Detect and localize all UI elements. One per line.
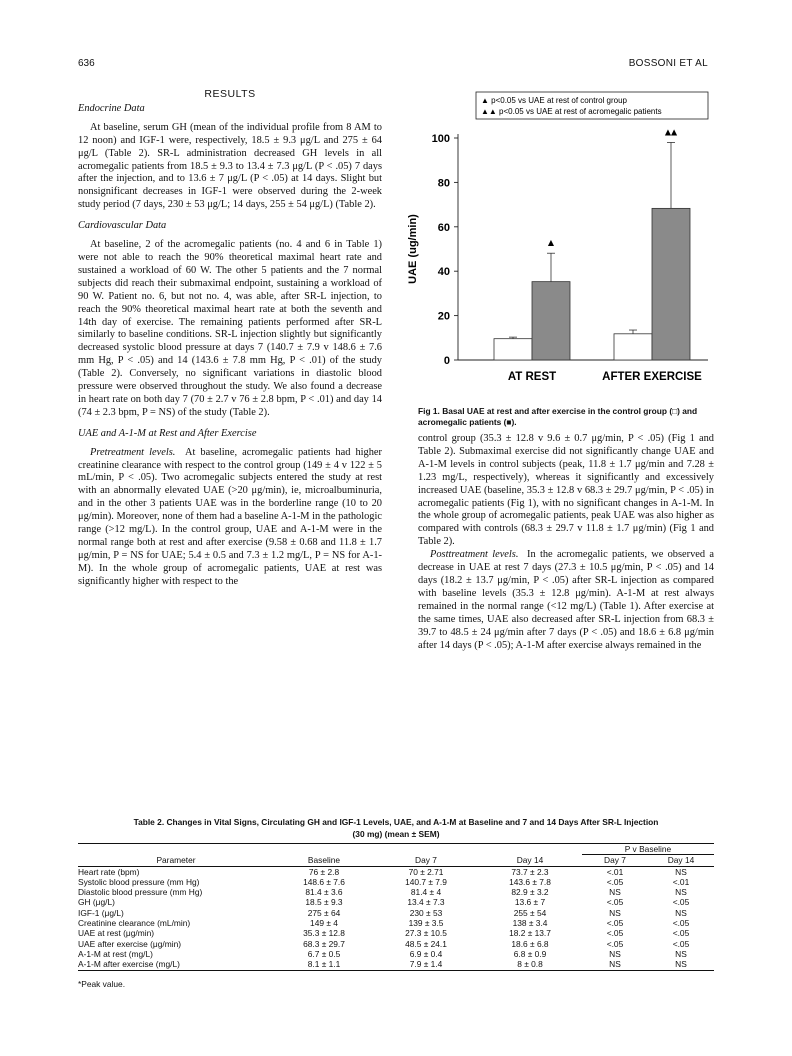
table-cell: NS <box>675 887 687 898</box>
table-cell: NS <box>609 887 621 898</box>
endocrine-heading: Endocrine Data <box>78 102 145 114</box>
row-parameter: UAE after exercise (μg/min) <box>78 938 182 949</box>
legend-line-2: ▲▲ p<0.05 vs UAE at rest of acromegalic patients <box>481 107 662 116</box>
table-cell: 230 ± 53 <box>409 907 443 918</box>
uae-heading: UAE and A-1-M at Rest and After Exercise <box>78 427 257 439</box>
significance-marker: ▲▲ <box>664 127 678 137</box>
x-category-label: AT REST <box>507 371 557 383</box>
pretreatment-paragraph <box>78 447 382 589</box>
table-cell: NS <box>609 907 621 918</box>
y-tick-label: 20 <box>437 310 450 323</box>
figure-1 <box>396 86 714 406</box>
table-cell: 82.9 ± 3.2 <box>511 887 549 898</box>
table-cell: <.05 <box>606 876 624 887</box>
cardio-heading: Cardiovascular Data <box>78 220 167 232</box>
col-header-p-day7: Day 7 <box>604 855 626 866</box>
table-cell: 148.6 ± 7.6 <box>303 876 345 887</box>
table-cell: 76 ± 2.8 <box>308 866 340 877</box>
table-footnote: *Peak value. <box>78 978 126 989</box>
col-header-day14: Day 14 <box>516 855 544 866</box>
row-parameter: Heart rate (bpm) <box>78 866 140 877</box>
table-row <box>78 877 714 887</box>
table-body <box>78 866 714 970</box>
bar-control <box>614 334 652 360</box>
table-cell: 8.1 ± 1.1 <box>307 959 341 970</box>
table-row <box>78 866 714 877</box>
table-cell: 13.4 ± 7.3 <box>407 897 445 908</box>
table-cell: <.05 <box>606 918 624 929</box>
row-parameter: UAE at rest (μg/min) <box>78 928 155 939</box>
significance-marker: ▲ <box>547 238 555 248</box>
cardio-paragraph: At baseline, 2 of the acromegalic patients (no. 4 and 6 in Table 1) were not able to reach the 90% theoretical maximal heart rate and sustained a workload of 60 W. The other 5 patients and the 7 normal subjects did reach their submaximal endpoint, sustaining a workload of 90 W. Patient no. 6, but not no. 4, was able, after SR-L injection, to reach the 90% theoretical maximal heart rate at both the seventh and 14th day of exercise. The remaining patients performed after SR-L similarly to baseline conditions. SR-L injection slightly but significantly decreased systolic blood pressure at days 7 (140.7 ± 7.9 v 148.6 ± 7.6 mm Hg, P < .05) and 14 (143.6 ± 7.8 mm Hg, P < .01) of the study (Table 2). Conversely, no significant variations in diastolic blood pressure were observed throughout the study. We also found a decrease in heart rate on both day 7 (70 ± 2.7 v 76 ± 2.8 bpm, P < .01) and day 14 (74 ± 2.3 bpm, P = NS) of the study (Table 2). <box>78 239 382 418</box>
table-cell: 73.7 ± 2.3 <box>511 866 549 877</box>
table-cell: NS <box>609 948 621 959</box>
table-cell: 7.9 ± 1.4 <box>409 959 443 970</box>
table-row <box>78 887 714 897</box>
table-title <box>78 817 714 840</box>
row-parameter: Diastolic blood pressure (mm Hg) <box>78 887 203 898</box>
table-title-line-2: (30 mg) (mean ± SEM) <box>352 828 440 839</box>
table-cell: 6.8 ± 0.9 <box>513 948 547 959</box>
bar-acromegalic <box>532 282 570 360</box>
pretreatment-label: Pretreatment levels. <box>90 446 176 458</box>
table-cell: 275 ± 64 <box>307 907 341 918</box>
table-cell: 6.9 ± 0.4 <box>409 948 443 959</box>
row-parameter: IGF-1 (μg/L) <box>78 907 124 918</box>
y-tick-label: 100 <box>431 133 450 145</box>
y-tick-label: 0 <box>443 355 450 367</box>
posttreatment-paragraph <box>418 549 714 652</box>
table-cell: 6.7 ± 0.5 <box>307 948 341 959</box>
table-2 <box>78 817 714 989</box>
table-cell: <.05 <box>672 928 690 939</box>
col-header-parameter: Parameter <box>156 855 196 866</box>
row-parameter: Creatinine clearance (mL/min) <box>78 918 191 929</box>
row-parameter: A-1-M after exercise (mg/L) <box>78 959 180 970</box>
posttreatment-label: Posttreatment levels. <box>430 549 519 561</box>
page-number: 636 <box>78 58 95 69</box>
y-tick-label: 80 <box>437 177 450 190</box>
figure-caption: Fig 1. Basal UAE at rest and after exercise in the control group (□) and acromegalic patients (■). <box>418 406 698 427</box>
table-cell: <.05 <box>672 938 690 949</box>
row-parameter: A-1-M at rest (mg/L) <box>78 948 153 959</box>
table-cell: <.05 <box>606 897 624 908</box>
bar-control <box>494 339 532 360</box>
y-tick-label: 40 <box>437 266 450 279</box>
table-cell: NS <box>675 866 687 877</box>
row-parameter: Systolic blood pressure (mm Hg) <box>78 876 200 887</box>
y-tick-label: 60 <box>437 221 450 234</box>
table-cell: <.05 <box>672 897 690 908</box>
table-cell: <.01 <box>606 866 624 877</box>
table-cell: 255 ± 54 <box>513 907 547 918</box>
y-axis-label: UAE (ug/min) <box>407 214 419 284</box>
bar-acromegalic <box>652 208 690 360</box>
table-cell: <.05 <box>606 938 624 949</box>
table-title-line-1: Table 2. Changes in Vital Signs, Circulating GH and IGF-1 Levels, UAE, and A-1-M at Baseline and 7 and 14 Days After SR-L Injection <box>133 817 659 827</box>
endocrine-paragraph: At baseline, serum GH (mean of the individual profile from 8 AM to 12 noon) and IGF-1 were, respectively, 18.5 ± 9.3 μg/L and 275 ± 64 μg/L (Table 2). SR-L administration decreased GH levels in all acromegalic patients from 18.5 ± 9.3 to 13.4 ± 7.3 μg/L (P < .05) 7 days after the injection, and to 13.6 ± 7 μg/L (P < .05) at 14 days. Slight but nonsignificant decreases in IGF-1 were observed during the 2-week study period (7 days, 230 ± 53 μg/L; 14 days, 255 ± 54 μg/L) (Table 2). <box>78 121 382 211</box>
table-cell: 70 ± 2.71 <box>408 866 444 877</box>
table-cell: 8 ± 0.8 <box>517 959 543 970</box>
uae-bar-chart <box>396 86 714 406</box>
table-row <box>78 908 714 918</box>
table-cell: 81.4 ± 3.6 <box>305 887 343 898</box>
table-cell: <.05 <box>672 918 690 929</box>
table-cell: 149 ± 4 <box>310 918 338 929</box>
table-cell: 18.6 ± 6.8 <box>511 938 549 949</box>
legend-line-1: ▲ p<0.05 vs UAE at rest of control group <box>481 96 627 105</box>
posttreatment-text: In the acromegalic patients, we observed a decrease in UAE at rest 7 days (27.3 ± 10.5 μg/min, P < .05) and 14 days (18.2 ± 13.7 μg/min, P < .05) after SR-L injection as compared with baseline levels (35.3 ± 12.8 μg/min). A-1-M at rest always remained in the normal range (<12 mg/L) (Table 1). After exercise at the same times, UAE also decreased after SR-L injection from 68.3 ± 39.7 to 48.5 ± 24 μg/min after 7 days (P < .05) and 18.6 ± 6.8 μg/min after 14 days (P < .05); A-1-M after exercise always remained in the <box>418 549 714 651</box>
row-parameter: GH (μg/L) <box>78 897 115 908</box>
table-cell: NS <box>675 948 687 959</box>
col-header-p-day14: Day 14 <box>667 855 695 866</box>
table-cell: 18.5 ± 9.3 <box>305 897 343 908</box>
col-header-baseline: Baseline <box>307 855 341 866</box>
left-column <box>78 88 382 589</box>
table-cell: 27.3 ± 10.5 <box>405 928 447 939</box>
right-paragraph-1: control group (35.3 ± 12.8 v 9.6 ± 0.7 μg/min, P < .05) (Fig 1 and Table 2). Submaximal exercise did not significantly change UAE and A-1-M levels in control subjects (peak, 11.8 ± 1.7 μg/min and 7.28 ± 1.23 mg/L, respectively), whereas it significantly and excessively increased UAE (baseline, 35.3 ± 12.8 v 68.3 ± 29.7 μg/min, P < .05) in acromegalic patients (Fig 1), with no significant changes in A-1-M. In the whole group of acromegalic patients, peak UAE was also higher as compared with controls (68.3 ± 29.7 v 11.8 ± 1.7 μg/min) (Fig 1 and Table 2). <box>418 433 714 548</box>
table-cell: <.01 <box>672 876 690 887</box>
table-cell: NS <box>609 959 621 970</box>
pv-baseline-header: P v Baseline <box>582 844 714 855</box>
table-cell: NS <box>675 959 687 970</box>
right-column <box>418 433 714 652</box>
pretreatment-text: At baseline, acromegalic patients had higher creatinine clearance with respect to the control group (149 ± 4 v 122 ± 5 mL/min, P < .05). Two acromegalic subjects entered the study at rest with an abnormally elevated UAE (>20 μg/min), ie, microalbuminuria, and in the other 3 patients UAE was in the borderline range (10 to 20 μg/min). Moreover, none of them had a baseline A-1-M in the pathologic range (>12 mg/L). In the control group, UAE and A-1-M were in the normal range both at rest and after exercise (9.58 ± 0.68 and 11.8 ± 1.7 μg/min, P = NS for UAE; 5.4 ± 0.5 and 7.3 ± 1.2 mg/L, P = NS for A-1-M). In the whole group of acromegalic patients, UAE at rest was significantly higher with respect to the <box>78 446 383 587</box>
running-head: BOSSONI ET AL <box>628 58 708 69</box>
table-row <box>78 949 714 959</box>
table-cell: 139 ± 3.5 <box>408 918 444 929</box>
table-header-spacer <box>78 844 582 855</box>
table-cell: 48.5 ± 24.1 <box>405 938 447 949</box>
table-cell: 13.6 ± 7 <box>514 897 546 908</box>
table-cell: 138 ± 3.4 <box>512 918 548 929</box>
x-category-label: AFTER EXERCISE <box>602 371 702 383</box>
table-cell: 81.4 ± 4 <box>410 887 442 898</box>
table-row <box>78 939 714 949</box>
table-cell: 68.3 ± 29.7 <box>303 938 345 949</box>
table-cell: NS <box>675 907 687 918</box>
table-row <box>78 928 714 938</box>
table-cell: 140.7 ± 7.9 <box>405 876 447 887</box>
results-heading: RESULTS <box>204 88 256 100</box>
table-cell: 143.6 ± 7.8 <box>509 876 551 887</box>
table-cell: 18.2 ± 13.7 <box>509 928 551 939</box>
col-header-day7: Day 7 <box>415 855 437 866</box>
table-row <box>78 897 714 907</box>
table-cell: 35.3 ± 12.8 <box>303 928 345 939</box>
table-cell: <.05 <box>606 928 624 939</box>
table-row <box>78 959 714 970</box>
data-table <box>78 843 714 971</box>
table-row <box>78 918 714 928</box>
